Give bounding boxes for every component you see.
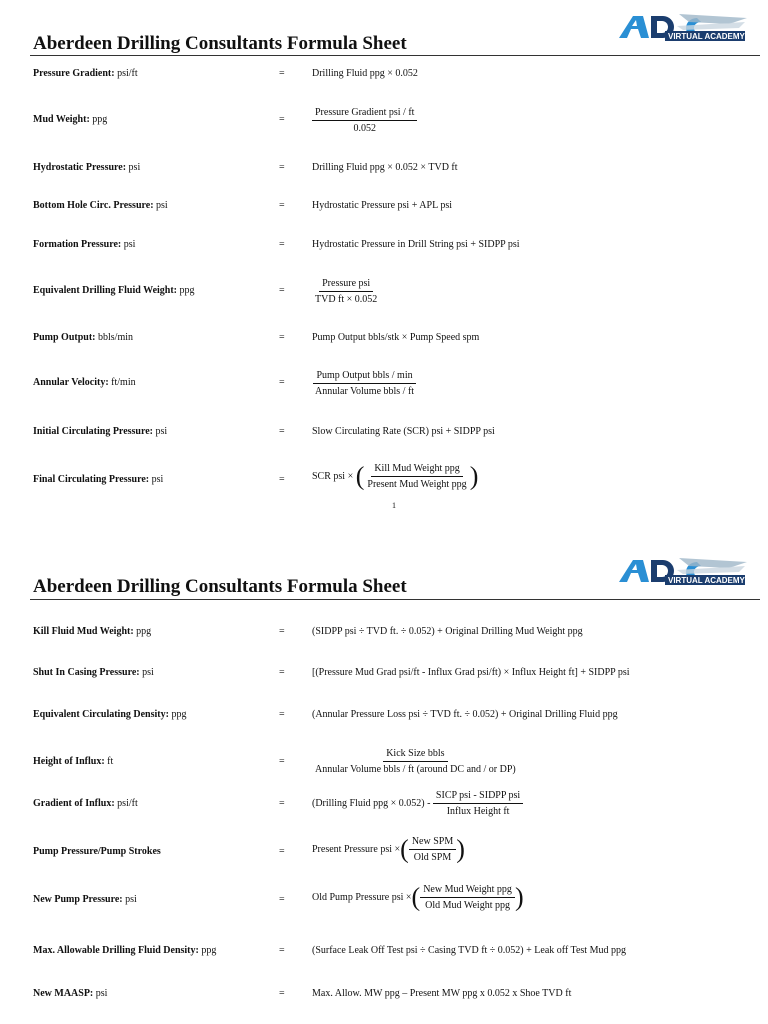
fraction-denominator: Annular Volume bbls / ft: [315, 386, 415, 397]
fraction-numerator: Pressure Gradient psi / ft: [312, 107, 417, 121]
formula-unit: psi/ft: [117, 68, 138, 79]
fraction-denominator: Annular Volume bbls / ft (around DC and / or DP): [315, 764, 516, 775]
formula-sheet-page-2: [0, 545, 768, 1024]
adc-logo: [619, 12, 749, 44]
formula-name: Pump Output:: [33, 332, 96, 343]
fraction-denominator: Old Mud Weight ppg: [425, 900, 510, 911]
formula-fraction: [433, 790, 523, 817]
formula-name: New MAASP:: [33, 988, 94, 999]
formula-name: Initial Circulating Pressure:: [33, 426, 153, 437]
formula-expression: Hydrostatic Pressure psi + APL psi: [312, 200, 452, 211]
formula-expression: Max. Allow. MW ppg – Present MW ppg x 0.052 x Shoe TVD ft: [312, 988, 572, 999]
equals-sign: =: [279, 798, 285, 809]
formula-unit: psi: [142, 667, 154, 678]
formula-name: Gradient of Influx:: [33, 798, 115, 809]
formula-unit: psi: [95, 988, 108, 999]
formula-name: Equivalent Circulating Density:: [33, 709, 169, 720]
formula-expression: Pump Output bbls/stk × Pump Speed spm: [312, 332, 480, 343]
equals-sign: =: [279, 626, 285, 637]
formula-name: Mud Weight:: [33, 114, 90, 125]
equals-sign: =: [279, 474, 285, 485]
formula-name: Formation Pressure:: [33, 239, 122, 250]
page-title: Aberdeen Drilling Consultants Formula Sheet: [33, 576, 407, 597]
formula-name: Max. Allowable Drilling Fluid Density:: [33, 945, 199, 956]
fraction-denominator: Influx Height ft: [446, 806, 510, 817]
equals-sign: =: [279, 239, 285, 250]
formula-expression: (Annular Pressure Loss psi ÷ TVD ft. ÷ 0.052) + Original Drilling Fluid ppg: [312, 709, 618, 720]
fraction-numerator: Kick Size bbls: [383, 748, 447, 762]
formula-unit: psi: [125, 894, 137, 905]
formula-name: Height of Influx:: [33, 756, 105, 767]
formula-fraction: [409, 836, 456, 863]
equals-sign: =: [279, 709, 285, 720]
formula-expression: Present Pressure psi ×( $\frac{\text{New SPM}}{\text{Old SPM}}$ ): [312, 834, 465, 864]
title-rule: [30, 55, 760, 56]
equals-sign: =: [279, 945, 285, 956]
formula-name: Bottom Hole Circ. Pressure:: [33, 200, 154, 211]
formula-name: Shut In Casing Pressure:: [33, 667, 140, 678]
formula-unit: psi: [128, 162, 141, 173]
formula-expression: SCR psi × ( $\frac{\text{Kill Mud Weight ppg}}{\text{Present Mud Weight ppg}}$ ): [312, 461, 479, 491]
formula-fraction: [364, 463, 469, 490]
formula-prefix: SCR psi ×: [312, 470, 354, 482]
formula-prefix: (Drilling Fluid ppg × 0.052) -: [312, 797, 431, 809]
formula-unit: psi: [151, 474, 164, 485]
equals-sign: =: [279, 68, 285, 79]
formula-name: Pump Pressure/Pump Strokes: [33, 846, 161, 857]
formula-name: New Pump Pressure:: [33, 894, 123, 905]
title-rule: [30, 599, 760, 600]
formula-fraction: [312, 107, 417, 134]
fraction-numerator: Pump Output bbls / min: [313, 370, 415, 384]
formula-unit: psi: [156, 200, 168, 211]
equals-sign: =: [279, 285, 285, 296]
fraction-numerator: SICP psi - SIDPP psi: [433, 790, 523, 804]
formula-expression: (SIDPP psi ÷ TVD ft. ÷ 0.052) + Original Drilling Mud Weight ppg: [312, 626, 583, 637]
formula-unit: psi: [123, 239, 136, 250]
formula-fraction: [312, 370, 417, 397]
formula-fraction: [312, 748, 519, 775]
formula-unit: psi/ft: [117, 798, 138, 809]
formula-name: Pressure Gradient:: [33, 68, 115, 79]
equals-sign: =: [279, 756, 285, 767]
formula-expression: Drilling Fluid ppg × 0.052 × TVD ft: [312, 162, 458, 173]
formula-fraction: [312, 278, 380, 305]
equals-sign: =: [279, 332, 285, 343]
equals-sign: =: [279, 988, 285, 999]
formula-fraction: [420, 884, 515, 911]
formula-prefix: Old Pump Pressure psi ×: [312, 891, 412, 903]
formula-unit: ppg: [179, 285, 195, 296]
fraction-denominator: 0.052: [353, 123, 376, 134]
fraction-denominator: Present Mud Weight ppg: [367, 479, 467, 490]
formula-name: Final Circulating Pressure:: [33, 474, 150, 485]
fraction-numerator: Kill Mud Weight ppg: [371, 463, 462, 477]
formula-unit: ppg: [201, 945, 217, 956]
equals-sign: =: [279, 162, 285, 173]
formula-expression: Slow Circulating Rate (SCR) psi + SIDPP psi: [312, 426, 495, 437]
equals-sign: =: [279, 846, 285, 857]
equals-sign: =: [279, 426, 285, 437]
formula-name: Kill Fluid Mud Weight:: [33, 626, 134, 637]
formula-unit: ppg: [136, 626, 152, 637]
formula-name: Annular Velocity:: [33, 377, 109, 388]
formula-name: Equivalent Drilling Fluid Weight:: [33, 285, 178, 296]
equals-sign: =: [279, 894, 285, 905]
fraction-numerator: Pressure psi: [319, 278, 373, 292]
page-title: Aberdeen Drilling Consultants Formula Sheet: [33, 33, 407, 54]
svg-text:VIRTUAL ACADEMY: VIRTUAL ACADEMY: [668, 576, 745, 585]
formula-unit: ft: [107, 756, 114, 767]
fraction-numerator: New SPM: [409, 836, 456, 850]
formula-expression: Drilling Fluid ppg × 0.052: [312, 68, 418, 79]
formula-expression: (Surface Leak Off Test psi ÷ Casing TVD ft ÷ 0.052) + Leak off Test Mud ppg: [312, 945, 626, 956]
fraction-denominator: TVD ft × 0.052: [315, 294, 378, 305]
fraction-numerator: New Mud Weight ppg: [420, 884, 515, 898]
formula-expression: [312, 790, 523, 817]
formula-name: Hydrostatic Pressure:: [33, 162, 127, 173]
equals-sign: =: [279, 377, 285, 388]
equals-sign: =: [279, 114, 285, 125]
formula-unit: ft/min: [111, 377, 136, 388]
formula-unit: ppg: [171, 709, 187, 720]
page-number: 1: [392, 501, 396, 510]
svg-text:VIRTUAL ACADEMY: VIRTUAL ACADEMY: [668, 32, 745, 41]
equals-sign: =: [279, 200, 285, 211]
formula-expression: Old Pump Pressure psi ×( $\frac{\text{New Mud Weight ppg}}{\text{Old Mud Weight ppg}}$ ): [312, 882, 524, 912]
formula-prefix: Present Pressure psi ×: [312, 843, 401, 855]
formula-expression: [(Pressure Mud Grad psi/ft - Influx Grad psi/ft) × Influx Height ft] + SIDPP psi: [312, 667, 630, 678]
formula-unit: bbls/min: [98, 332, 134, 343]
equals-sign: =: [279, 667, 285, 678]
fraction-denominator: Old SPM: [413, 852, 452, 863]
formula-unit: ppg: [92, 114, 108, 125]
formula-expression: Hydrostatic Pressure in Drill String psi + SIDPP psi: [312, 239, 520, 250]
formula-unit: psi: [155, 426, 168, 437]
adc-logo: [619, 556, 749, 588]
